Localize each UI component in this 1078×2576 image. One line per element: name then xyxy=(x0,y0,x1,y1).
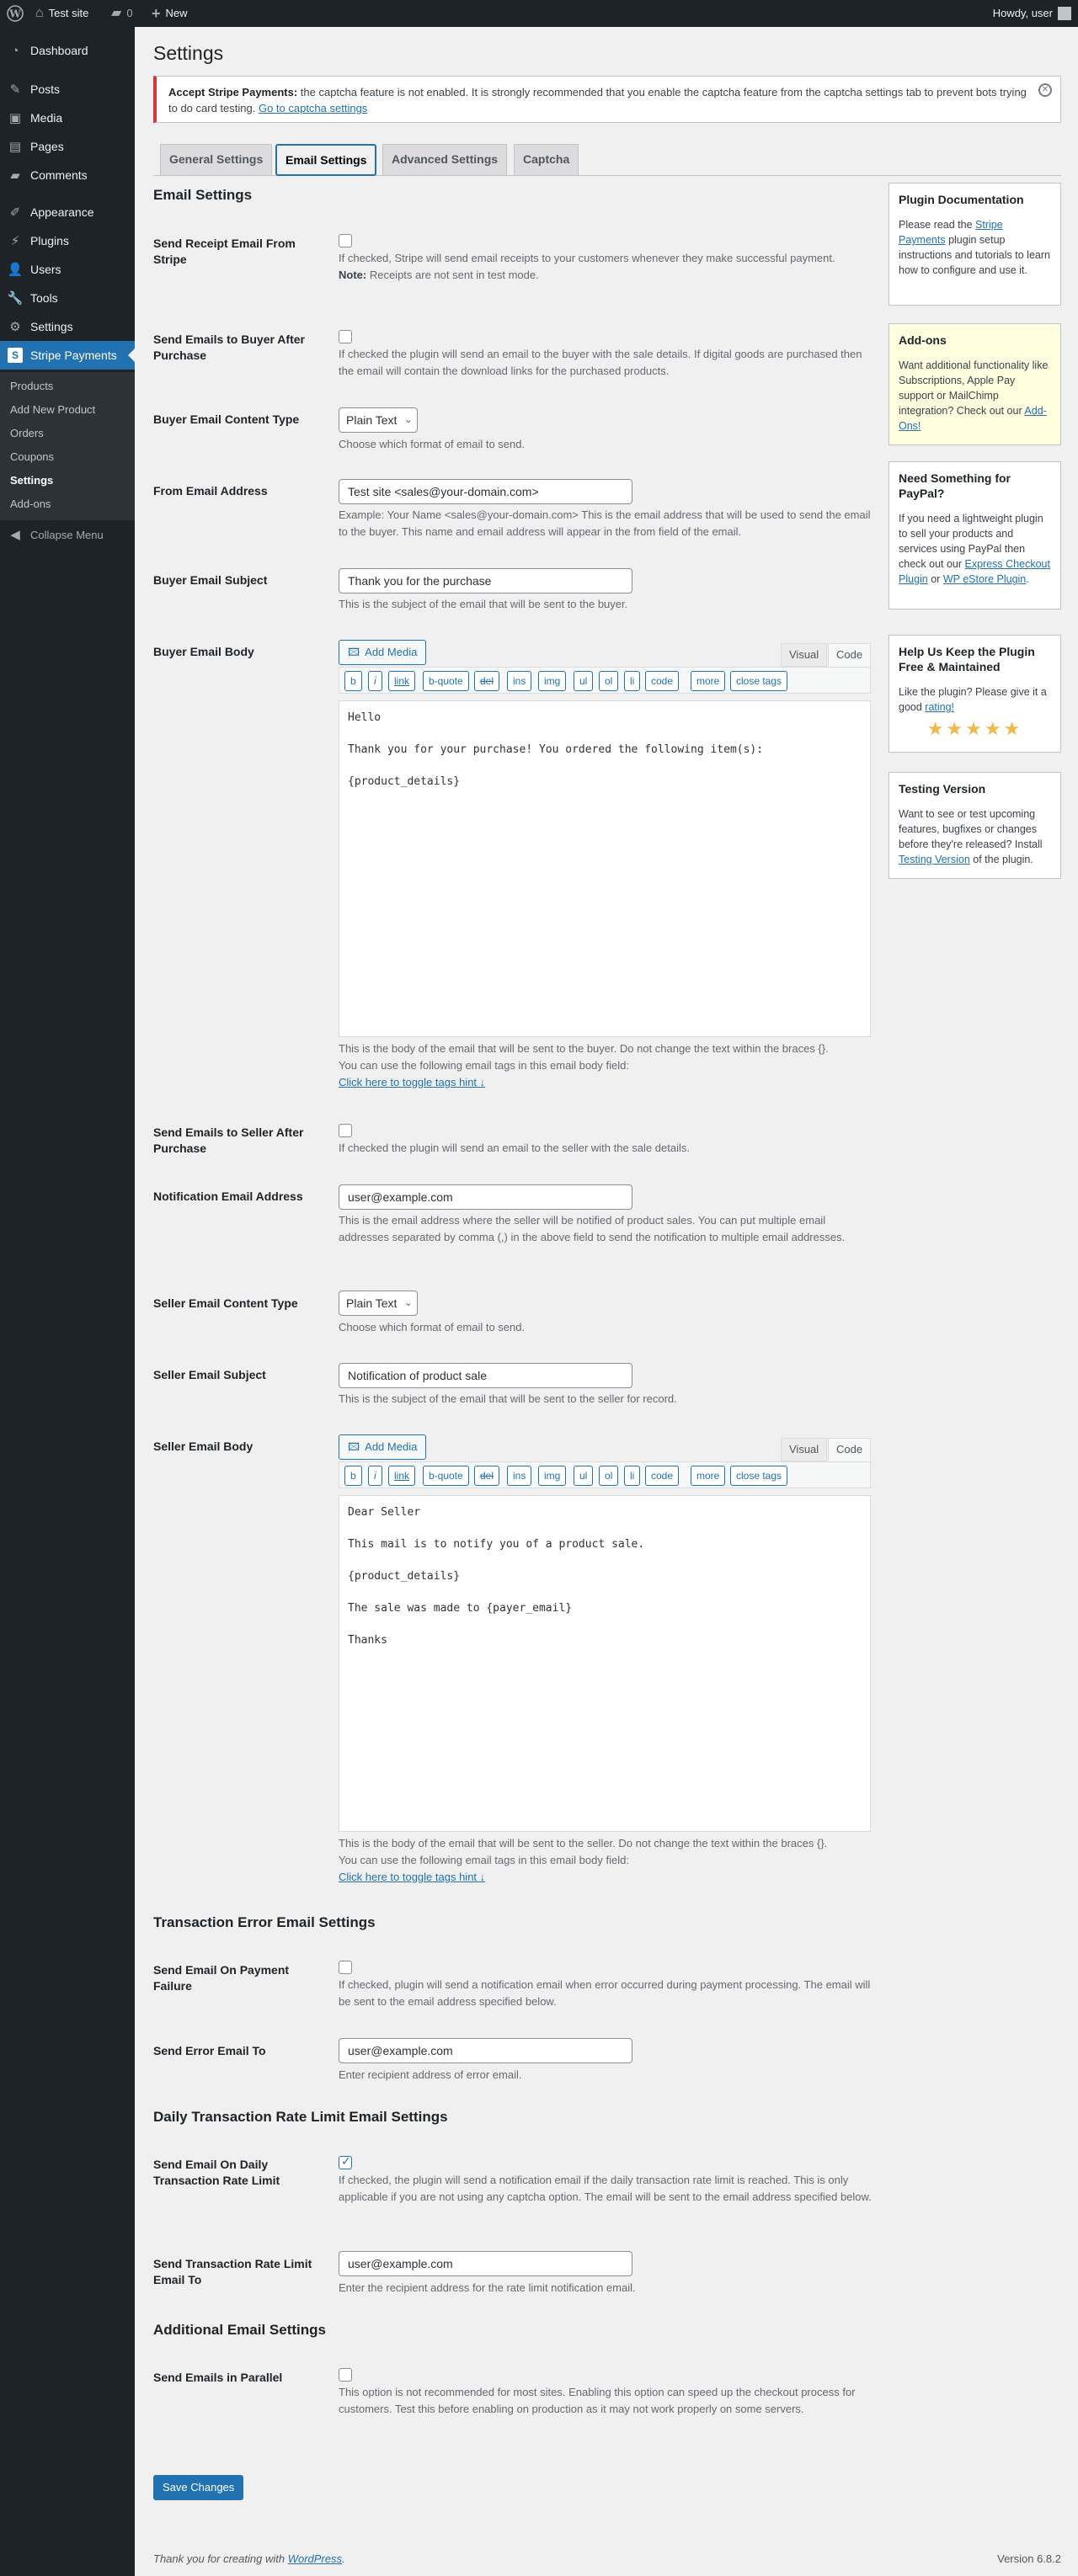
footer-dot: . xyxy=(342,2552,345,2565)
error-email-to-input[interactable]: user@example.com xyxy=(339,2038,632,2063)
qt-del-button[interactable]: del xyxy=(474,671,499,691)
buyer-add-media-button[interactable] xyxy=(339,640,426,665)
qt-italic-button[interactable]: i xyxy=(368,671,382,691)
rate-limit-checkbox[interactable] xyxy=(339,2156,352,2169)
desc-line: This is the body of the email that will be sent to the buyer. Do not change the text within the braces {}. xyxy=(339,1042,829,1055)
captcha-warning-notice xyxy=(153,76,1061,123)
menu-label: Stripe Payments xyxy=(30,349,117,362)
widget-text-part: Want additional functionality like Subscriptions, Apple Pay support or MailChimp integration? Check out our xyxy=(899,359,1049,417)
collapse-icon: ◀ xyxy=(10,528,20,542)
qt-more-button[interactable]: more xyxy=(691,671,725,691)
seller-body-description xyxy=(339,1835,878,1886)
submenu-coupons[interactable]: Coupons xyxy=(10,450,55,463)
send-seller-checkbox[interactable] xyxy=(339,1124,352,1137)
tab-general-settings[interactable]: General Settings xyxy=(160,144,272,175)
seller-add-media-button[interactable] xyxy=(339,1434,426,1460)
collapse-label: Collapse Menu xyxy=(30,528,104,541)
menu-dashboard[interactable] xyxy=(0,36,135,65)
comments-link[interactable] xyxy=(111,0,133,27)
submenu-products[interactable]: Products xyxy=(10,380,54,392)
menu-tools[interactable] xyxy=(0,284,135,312)
media-icon: 🖾 xyxy=(348,646,360,658)
from-email-description: Example: Your Name <sales@your-domain.com> This is the email address that will be used to send the email to the buyer. This name and email address will appear in the from field of the email. xyxy=(339,508,871,538)
wordpress-link[interactable]: WordPress xyxy=(287,2552,342,2565)
menu-label: Settings xyxy=(30,320,73,333)
comments-count: 0 xyxy=(126,7,133,19)
stripe-icon: S xyxy=(0,348,30,363)
qt-ins-button[interactable]: ins xyxy=(507,671,531,691)
submenu-orders[interactable]: Orders xyxy=(10,427,44,439)
notification-email-input[interactable]: user@example.com xyxy=(339,1184,632,1210)
avatar xyxy=(1058,7,1071,20)
buyer-body-description xyxy=(339,1041,878,1091)
media-icon: ▣ xyxy=(8,111,22,125)
qt-ol-button[interactable]: ol xyxy=(599,1466,618,1486)
pin-icon: ✎ xyxy=(9,82,21,97)
menu-users[interactable] xyxy=(0,255,135,284)
buyer-content-type-select[interactable] xyxy=(339,407,418,433)
send-buyer-label: Send Emails to Buyer After Purchase xyxy=(153,333,305,362)
widget-title: Testing Version xyxy=(899,782,986,796)
send-receipt-checkbox[interactable] xyxy=(339,234,352,247)
menu-plugins[interactable] xyxy=(0,226,135,255)
widget-text-part: of the plugin. xyxy=(969,854,1033,865)
parallel-label: Send Emails in Parallel xyxy=(153,2371,283,2384)
seller-content-type-description: Choose which format of email to send. xyxy=(339,1321,526,1333)
widget-text xyxy=(899,217,1051,278)
widget-text xyxy=(899,511,1051,587)
tab-email-settings[interactable]: Email Settings xyxy=(275,144,376,176)
wrench-icon: 🔧 xyxy=(7,291,24,306)
qt-li-button[interactable]: li xyxy=(624,1466,640,1486)
qt-blockquote-button[interactable]: b-quote xyxy=(423,671,469,691)
desc-line: You can use the following email tags in this email body field: xyxy=(339,1854,629,1866)
dashboard-icon: ◔ xyxy=(11,43,19,58)
menu-label: Posts xyxy=(30,82,61,96)
site-name-link[interactable] xyxy=(35,0,88,27)
seller-quicktags-toolbar xyxy=(339,1461,871,1488)
send-seller-label: Send Emails to Seller After Purchase xyxy=(153,1126,304,1155)
home-icon: ⌂ xyxy=(35,6,44,20)
qt-code-button[interactable]: code xyxy=(645,671,679,691)
select-value: Plain Text xyxy=(346,1296,398,1310)
admin-bar xyxy=(0,0,1078,27)
wp-estore-link[interactable]: WP eStore Plugin xyxy=(942,573,1027,585)
select-value: Plain Text xyxy=(346,413,398,427)
seller-toggle-tags-link[interactable]: Click here to toggle tags hint ↓ xyxy=(339,1871,486,1883)
seller-body-textarea[interactable]: Dear Seller This mail is to notify you of a product sale. {product_details} The sale was made to {payer_email} Thanks xyxy=(339,1495,871,1832)
settings-icon: ⚙ xyxy=(9,320,21,334)
qt-link-button[interactable]: link xyxy=(388,1466,415,1486)
seller-code-tab[interactable]: Code xyxy=(828,1438,871,1461)
submenu-add-ons[interactable]: Add-ons xyxy=(10,498,51,510)
rate-limit-description: If checked, the plugin will send a notification email if the daily transaction rate limit is reached. This is only applicable if you are not using any captcha option. The email will be sent to the email address specified below. xyxy=(339,2174,872,2203)
buyer-content-type-description: Choose which format of email to send. xyxy=(339,438,526,450)
qt-bold-button[interactable]: b xyxy=(344,1466,362,1486)
qt-close-tags-button[interactable]: close tags xyxy=(730,671,787,691)
notification-email-label: Notification Email Address xyxy=(153,1190,303,1203)
widget-text xyxy=(899,806,1051,867)
section-title-error: Transaction Error Email Settings xyxy=(153,1914,376,1930)
buyer-subject-label: Buyer Email Subject xyxy=(153,573,268,587)
menu-settings[interactable] xyxy=(0,312,135,341)
buyer-subject-input[interactable]: Thank you for the purchase xyxy=(339,568,632,593)
seller-content-type-select[interactable] xyxy=(339,1291,418,1316)
widget-paypal xyxy=(889,461,1061,609)
menu-label: Appearance xyxy=(30,205,94,219)
payment-failure-label: Send Email On Payment Failure xyxy=(153,1963,290,1993)
section-title-rate-limit: Daily Transaction Rate Limit Email Settings xyxy=(153,2109,448,2125)
menu-label: Comments xyxy=(30,168,88,182)
plus-icon: + xyxy=(152,5,161,22)
from-email-input[interactable]: Test site <sales@your-domain.com> xyxy=(339,479,632,504)
widget-rate-plugin xyxy=(889,635,1061,753)
submenu-add-new-product[interactable]: Add New Product xyxy=(10,403,96,416)
widget-text-part: Like the plugin? Please give it a good xyxy=(899,686,1047,713)
widget-add-ons xyxy=(889,323,1061,445)
brush-icon: ✐ xyxy=(9,205,21,220)
qt-ul-button[interactable]: ul xyxy=(574,671,593,691)
notification-email-description: This is the email address where the seller will be notified of product sales. You can put multiple email addresses separated by comma (,) in the above field to send the notification to multiple email addresses. xyxy=(339,1214,846,1243)
my-account-link[interactable] xyxy=(993,0,1071,27)
pages-icon: ▤ xyxy=(8,140,22,154)
menu-media[interactable] xyxy=(0,104,135,132)
seller-body-label: Seller Email Body xyxy=(153,1440,253,1453)
section-title-additional: Additional Email Settings xyxy=(153,2322,326,2338)
settings-tabs xyxy=(153,144,1061,176)
page-title: Settings xyxy=(153,42,224,64)
rate-limit-to-description: Enter the recipient address for the rate limit notification email. xyxy=(339,2281,636,2294)
buyer-body-textarea[interactable]: Hello Thank you for your purchase! You ordered the following item(s): {product_details} xyxy=(339,700,871,1037)
user-icon: 👤 xyxy=(7,263,24,277)
site-name: Test site xyxy=(48,7,89,19)
menu-label: Dashboard xyxy=(30,44,88,57)
widget-text xyxy=(899,684,1051,715)
buyer-body-label: Buyer Email Body xyxy=(153,645,254,658)
qt-bold-button[interactable]: b xyxy=(344,671,362,691)
buyer-quicktags-toolbar xyxy=(339,667,871,694)
new-content-link[interactable] xyxy=(152,0,188,27)
qt-del-button[interactable]: del xyxy=(474,1466,499,1486)
widget-text xyxy=(899,358,1051,434)
greeting: Howdy, user xyxy=(992,7,1053,19)
menu-label: Plugins xyxy=(30,234,69,247)
menu-label: Tools xyxy=(30,291,58,305)
qt-img-button[interactable]: img xyxy=(538,671,566,691)
widget-text-part: plugin setup instructions and tutorials to learn how to configure and use it. xyxy=(899,234,1050,276)
widget-text-part: or xyxy=(927,573,943,585)
buyer-visual-tab[interactable]: Visual xyxy=(781,643,827,667)
qt-blockquote-button[interactable]: b-quote xyxy=(423,1466,469,1486)
buyer-content-type-label: Buyer Email Content Type xyxy=(153,412,300,426)
submenu-settings[interactable]: Settings xyxy=(10,474,54,487)
widget-testing-version xyxy=(889,772,1061,879)
widget-title: Plugin Documentation xyxy=(899,193,1024,206)
widget-text-part: Want to see or test upcoming features, bugfixes or changes before they're released? Install xyxy=(899,808,1043,850)
collapse-menu-button[interactable] xyxy=(0,520,135,549)
menu-label: Users xyxy=(30,263,61,276)
qt-ol-button[interactable]: ol xyxy=(599,671,618,691)
note-label: Note: xyxy=(339,269,367,281)
qt-code-button[interactable]: code xyxy=(645,1466,679,1486)
menu-pages[interactable] xyxy=(0,132,135,161)
qt-li-button[interactable]: li xyxy=(624,671,640,691)
chevron-down-icon: ⌄ xyxy=(404,1298,413,1308)
send-seller-description: If checked the plugin will send an email to the seller with the sale details. xyxy=(339,1142,690,1154)
svg-text:W: W xyxy=(9,8,21,20)
footer-thanks xyxy=(153,2552,345,2565)
rate-limit-label: Send Email On Daily Transaction Rate Limit xyxy=(153,2158,280,2187)
error-email-to-description: Enter recipient address of error email. xyxy=(339,2068,522,2081)
buyer-subject-description: This is the subject of the email that will be sent to the buyer. xyxy=(339,598,628,610)
widget-text-part: . xyxy=(1026,573,1029,585)
express-checkout-link[interactable]: Express Checkout Plugin xyxy=(899,558,1050,585)
payment-failure-checkbox[interactable] xyxy=(339,1961,352,1974)
seller-subject-description: This is the subject of the email that will be sent to the seller for record. xyxy=(339,1392,677,1405)
comment-icon: ▰ xyxy=(10,168,20,183)
chevron-down-icon: ⌄ xyxy=(404,415,413,425)
buyer-toggle-tags-link[interactable]: Click here to toggle tags hint ↓ xyxy=(339,1076,486,1088)
tab-advanced-settings[interactable]: Advanced Settings xyxy=(382,144,507,175)
wordpress-logo-icon[interactable] xyxy=(7,0,24,27)
error-email-to-label: Send Error Email To xyxy=(153,2044,266,2057)
send-buyer-checkbox[interactable] xyxy=(339,330,352,343)
widget-text-part: If you need a lightweight plugin to sell your products and services using PayPal then check out our xyxy=(899,513,1043,570)
menu-label: Media xyxy=(30,111,63,125)
rating-link[interactable]: rating! xyxy=(925,701,955,713)
seller-visual-tab[interactable]: Visual xyxy=(781,1438,827,1461)
notice-heading: Accept Stripe Payments: xyxy=(168,86,298,98)
qt-img-button[interactable]: img xyxy=(538,1466,566,1486)
add-ons-link[interactable]: Add-Ons! xyxy=(899,405,1047,432)
footer-text: Thank you for creating with xyxy=(153,2552,288,2565)
parallel-checkbox[interactable] xyxy=(339,2368,352,2382)
qt-ins-button[interactable]: ins xyxy=(507,1466,531,1486)
widget-text-part: Please read the xyxy=(899,219,976,231)
qt-italic-button[interactable]: i xyxy=(368,1466,382,1486)
rate-limit-to-input[interactable]: user@example.com xyxy=(339,2251,632,2276)
send-buyer-description: If checked the plugin will send an email to the buyer with the sale details. If digital goods are purchased then the email will contain the download links for the purchased products. xyxy=(339,348,862,377)
rate-limit-to-label: Send Transaction Rate Limit Email To xyxy=(153,2257,312,2286)
qt-link-button[interactable]: link xyxy=(388,671,415,691)
notice-text: the captcha feature is not enabled. It is strongly recommended that you enable the captcha feature from the captcha settings tab to prevent bots trying to do card testing. xyxy=(168,86,1027,114)
footer-version: Version 6.8.2 xyxy=(997,2552,1061,2565)
widget-title: Help Us Keep the Plugin Free & Maintained xyxy=(899,645,1035,673)
widget-title: Add-ons xyxy=(899,333,947,347)
widget-title: Need Something for PayPal? xyxy=(899,471,1011,500)
from-email-label: From Email Address xyxy=(153,484,268,498)
add-media-label: Add Media xyxy=(365,1440,418,1453)
menu-comments[interactable] xyxy=(0,161,135,189)
seller-content-type-label: Seller Email Content Type xyxy=(153,1296,298,1310)
widget-plugin-documentation xyxy=(889,183,1061,306)
seller-subject-input[interactable]: Notification of product sale xyxy=(339,1363,632,1388)
menu-label: Pages xyxy=(30,140,64,153)
parallel-description: This option is not recommended for most sites. Enabling this option can speed up the checkout process for customers. Test this before enabling on production as it may not work properly on some servers. xyxy=(339,2386,856,2415)
qt-close-tags-button[interactable]: close tags xyxy=(730,1466,787,1486)
menu-appearance[interactable] xyxy=(0,198,135,226)
comment-icon: ▰ xyxy=(111,6,122,20)
dismiss-icon[interactable]: ✕ xyxy=(1038,83,1052,97)
captcha-settings-link[interactable]: Go to captcha settings xyxy=(258,102,368,114)
qt-ul-button[interactable]: ul xyxy=(574,1466,593,1486)
stripe-payments-doc-link[interactable]: Stripe Payments xyxy=(899,219,1003,246)
media-icon: 🖾 xyxy=(348,1440,360,1453)
seller-subject-label: Seller Email Subject xyxy=(153,1368,266,1381)
new-label: New xyxy=(165,7,188,19)
save-changes-button[interactable]: Save Changes xyxy=(153,2475,243,2500)
payment-failure-description: If checked, plugin will send a notification email when error occurred during payment processing. The email will be sent to the email address specified below. xyxy=(339,1978,871,2008)
qt-more-button[interactable]: more xyxy=(691,1466,725,1486)
send-receipt-desc-text: If checked, Stripe will send email receipts to your customers whenever they make successful payment. xyxy=(339,252,835,264)
send-receipt-description xyxy=(339,250,878,284)
rating-stars-icon[interactable]: ★★★★★ xyxy=(926,718,1023,739)
menu-stripe-payments[interactable] xyxy=(0,341,135,370)
add-media-label: Add Media xyxy=(365,646,418,658)
buyer-code-tab[interactable]: Code xyxy=(828,643,871,667)
desc-line: This is the body of the email that will be sent to the seller. Do not change the text within the braces {}. xyxy=(339,1837,828,1850)
tab-captcha[interactable]: Captcha xyxy=(514,144,579,175)
testing-version-link[interactable]: Testing Version xyxy=(899,854,970,865)
plug-icon: ⚡ xyxy=(10,234,20,248)
send-receipt-label: Send Receipt Email From Stripe xyxy=(153,237,296,266)
section-title-email: Email Settings xyxy=(153,187,253,203)
desc-line: You can use the following email tags in this email body field: xyxy=(339,1059,629,1072)
note-text: Receipts are not sent in test mode. xyxy=(366,269,539,281)
menu-posts[interactable] xyxy=(0,75,135,104)
